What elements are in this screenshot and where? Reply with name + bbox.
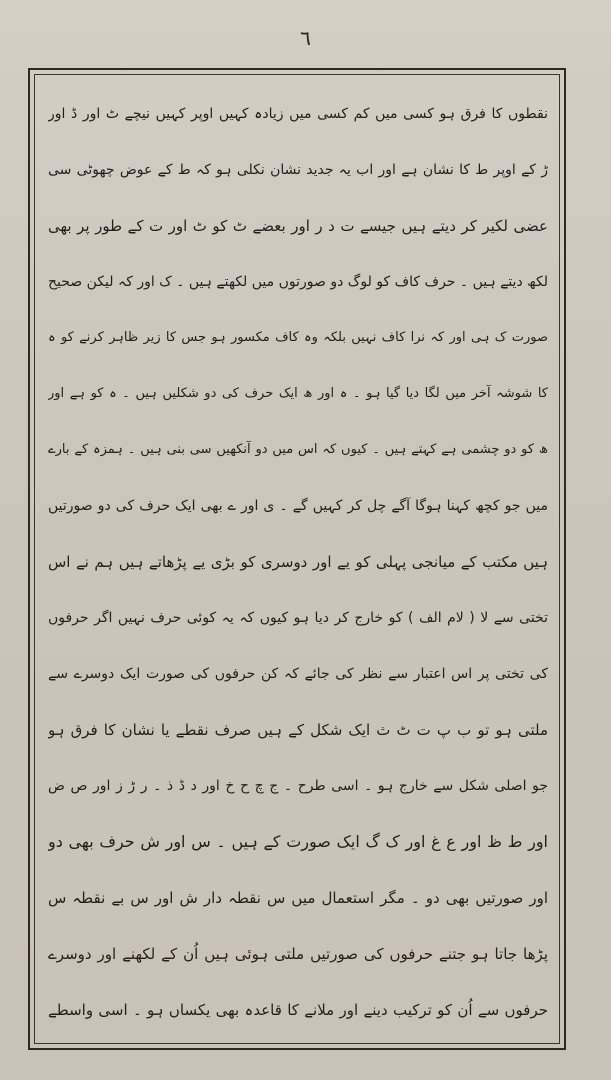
text-line-8: میں جو کچھ کہنا ہوگا آگے چل کر کہیں گے ۔ ی اور ے بھی ایک حرف کی دو صورتیں bbox=[48, 498, 548, 514]
text-line-13: جو اصلی شکل سے خارج ہو ۔ اسی طرح ۔ ج چ ح خ اور د ڈ ذ ۔ ر ڑ ز اور ص ض bbox=[48, 778, 548, 794]
text-line-6: کا شوشہ آخر میں لگا دیا گیا ہو ۔ ہ اور ھ ایک حرف کی دو شکلیں ہیں ۔ ہ کو ہے اور bbox=[48, 386, 548, 401]
text-line-3: عضی لکیر کر دیتے ہیں جیسے ت د ر اور بعضے ٹ کو ٹ اور ت کے طور پر بھی bbox=[48, 217, 548, 235]
text-line-10: تختی سے لا ( لام الف ) کو خارج کر دیا ہو کیوں کہ یہ کوئی حرف نہیں اگر حرفوں bbox=[48, 610, 548, 626]
text-line-7: ھ کو دو چشمی ہے کہتے ہیں ۔ کیوں کہ اس میں دو آنکھیں سی بنی ہیں ۔ ہمزہ کے بارے bbox=[48, 442, 548, 457]
text-line-12: ملتی ہو تو ب پ ت ٹ ث ایک شکل کے ہیں صرف نقطے یا نشان کا فرق ہو bbox=[48, 721, 548, 739]
page-number: ٦ bbox=[300, 26, 311, 50]
text-line-17: حرفوں سے اُن کو ترکیب دینے اور ملانے کا قاعدہ بھی یکساں ہو ۔ اسی واسطے bbox=[48, 1001, 548, 1019]
text-line-14: اور ط ظ اور ع غ اور ک گ ایک صورت کے ہیں ۔ س اور ش حرف بھی دو bbox=[48, 832, 548, 851]
text-line-11: کی تختی پر اس اعتبار سے نظر کی جائے کہ کن حرفوں کی صورت ایک دوسرے سے bbox=[48, 666, 548, 682]
text-line-15: اور صورتیں بھی دو ۔ مگر استعمال میں س نقطہ دار ش اور س بے نقطہ س bbox=[48, 889, 548, 907]
text-line-2: ڑ کے اوپر ط کا نشان ہے اور اب یہ جدید نشان نکلی ہو کہ ط کے عوض چھوٹی سی bbox=[48, 162, 548, 178]
urdu-text-body bbox=[48, 86, 548, 1036]
text-line-4: لکھ دیتے ہیں ۔ حرف کاف کو لوگ دو صورتوں میں لکھتے ہیں ۔ ک اور کہ لیکن صحیح bbox=[48, 274, 548, 290]
text-line-16: پڑھا جاتا ہو جتنے حرفوں کی صورتیں ملتی ہوئی ہیں اُن کے لکھنے اور دوسرے bbox=[48, 945, 548, 963]
text-line-5: صورت ک ہی اور کہ نرا کاف نہیں بلکہ وہ کاف مکسور ہو جس کا زیر ظاہر کرنے کو ہ bbox=[48, 330, 548, 345]
text-line-9: ہیں مکتب کے میانجی پہلی کو یے اور دوسری کو بڑی یے پڑھاتے ہیں ہم نے اس bbox=[48, 553, 548, 571]
text-line-1: نقطوں کا فرق ہو کسی میں کم کسی میں زیادہ کہیں اوپر کہیں نیچے ٹ اور ڈ اور bbox=[48, 106, 548, 122]
